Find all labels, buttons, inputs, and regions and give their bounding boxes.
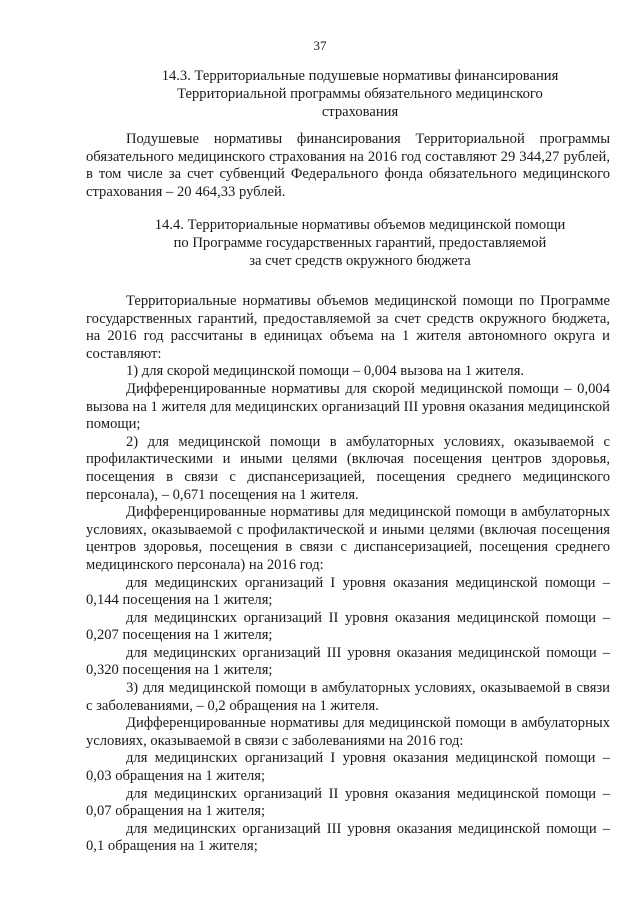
- heading-line: 14.4. Территориальные нормативы объемов медицинской помощи: [154, 217, 566, 233]
- section-heading-14-3: [120, 67, 600, 121]
- page-number: 37: [313, 38, 327, 53]
- paragraph: Дифференцированные нормативы для скорой медицинской помощи – 0,004 вызова на 1 жителя для медицинских организаций III уровня оказания медицинской помощи;: [86, 380, 610, 433]
- paragraph: Подушевые нормативы финансирования Территориальной программы обязательного медицинского страхования на 2016 год составляют 29 344,27 рублей, в том числе за счет субвенций Федерального фонда обязательного медицинского страхования – 20 464,33 рублей.: [86, 131, 610, 200]
- section-14-4-body: [86, 293, 610, 856]
- paragraph: 1) для скорой медицинской помощи – 0,004 вызова на 1 жителя.: [126, 363, 525, 380]
- heading-line: по Программе государственных гарантий, предоставляемой: [173, 235, 547, 251]
- section-heading-14-4: [120, 216, 600, 270]
- heading-line: Территориальной программы обязательного медицинского: [177, 86, 543, 102]
- paragraph: для медицинских организаций I уровня оказания медицинской помощи – 0,144 посещения на 1 жителя;: [86, 574, 610, 609]
- paragraph: для медицинских организаций III уровня оказания медицинской помощи – 0,320 посещения на 1 жителя;: [86, 644, 610, 679]
- paragraph: 2) для медицинской помощи в амбулаторных условиях, оказываемой с профилактическими и иными целями (включая посещения центров здоровья, посещения в связи с диспансеризацией, посещения среднего медицинского персонала), – 0,671 посещения на 1 жителя.: [86, 433, 610, 503]
- section-14-3-body: [86, 131, 610, 201]
- paragraph: 3) для медицинской помощи в амбулаторных условиях, оказываемой в связи с заболеваниями, – 0,2 обращения на 1 жителя.: [86, 680, 610, 714]
- paragraph: для медицинских организаций I уровня оказания медицинской помощи – 0,03 обращения на 1 жителя;: [86, 750, 610, 785]
- heading-line: страхования: [321, 104, 399, 120]
- paragraph: Дифференцированные нормативы для медицинской помощи в амбулаторных условиях, оказываемой в связи с заболеваниями на 2016 год:: [86, 715, 610, 749]
- heading-line: за счет средств окружного бюджета: [249, 253, 471, 269]
- heading-line: 14.3. Территориальные подушевые нормативы финансирования: [161, 68, 559, 84]
- paragraph: Территориальные нормативы объемов медицинской помощи по Программе государственных гарантий, предоставляемой за счет средств окружного бюджета, на 2016 год рассчитаны в единицах объема на 1 жителя автономного округа и составляют:: [86, 293, 610, 362]
- paragraph: для медицинских организаций III уровня оказания медицинской помощи – 0,1 обращения на 1 жителя;: [86, 820, 610, 855]
- paragraph: для медицинских организаций II уровня оказания медицинской помощи – 0,07 обращения на 1 жителя;: [86, 785, 610, 820]
- paragraph: Дифференцированные нормативы для медицинской помощи в амбулаторных условиях, оказываемой с профилактической и иными целями (включая посещения центров здоровья, посещения в связи с диспансеризацией, посещения среднего медицинского персонала) на 2016 год:: [86, 504, 610, 573]
- paragraph: для медицинских организаций II уровня оказания медицинской помощи – 0,207 посещения на 1 жителя;: [86, 609, 610, 644]
